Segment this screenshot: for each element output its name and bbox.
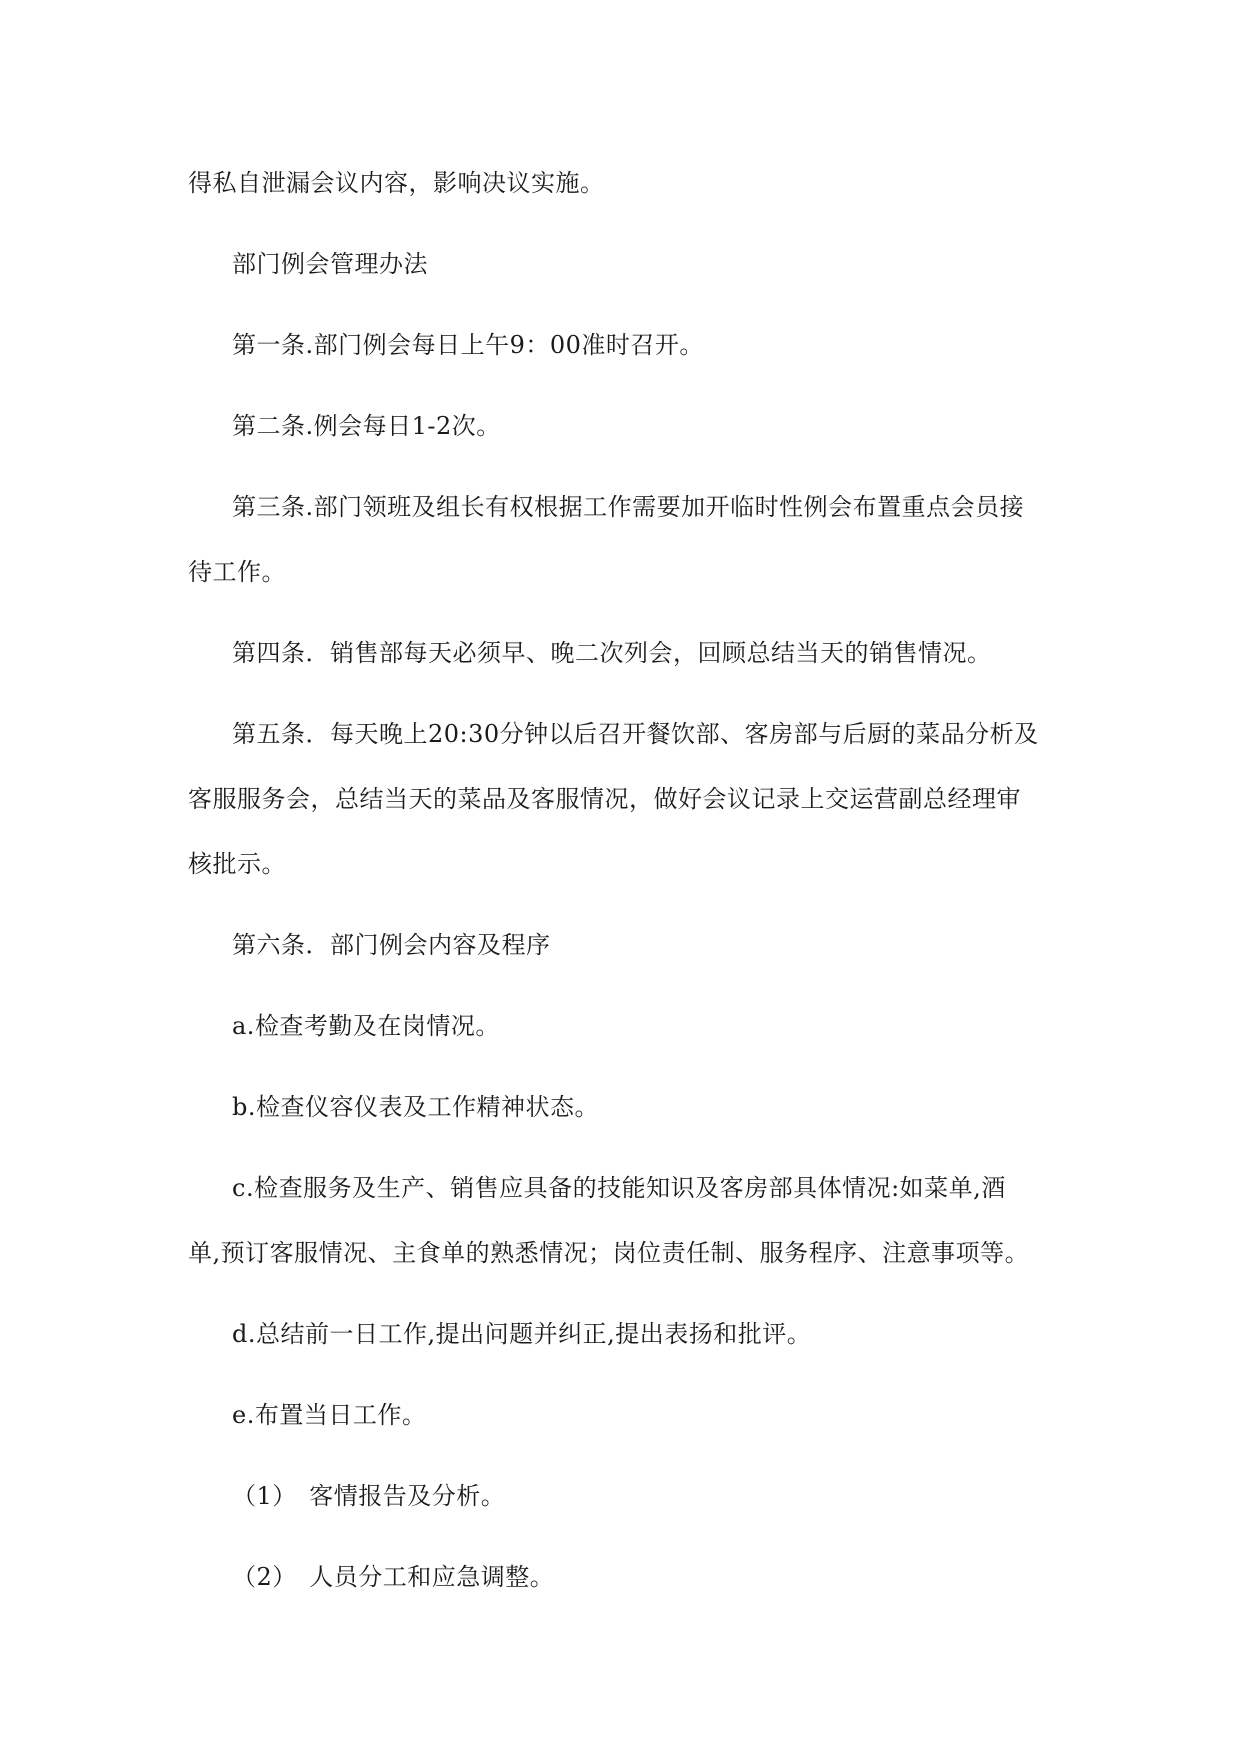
article-1: 第一条.部门例会每日上午9：00准时召开。 xyxy=(232,331,704,359)
article-6: 第六条．部门例会内容及程序 xyxy=(232,931,551,959)
article-5-line-2: 客服服务会，总结当天的菜品及客服情况，做好会议记录上交运营副总经理审 xyxy=(188,785,1021,813)
item-c-line-1: c.检查服务及生产、销售应具备的技能知识及客房部具体情况:如菜单,酒 xyxy=(232,1174,1006,1202)
item-a: a.检查考勤及在岗情况。 xyxy=(232,1012,500,1040)
article-3-line-1: 第三条.部门领班及组长有权根据工作需要加开临时性例会布置重点会员接 xyxy=(232,493,1025,521)
section-heading: 部门例会管理办法 xyxy=(232,250,428,278)
article-5-line-1: 第五条．每天晚上20:30分钟以后召开餐饮部、客房部与后厨的菜品分析及 xyxy=(232,720,1039,748)
item-c-line-2: 单,预订客服情况、主食单的熟悉情况；岗位责任制、服务程序、注意事项等。 xyxy=(188,1239,1030,1267)
article-3-line-2: 待工作。 xyxy=(188,558,286,586)
item-d: d.总结前一日工作,提出问题并纠正,提出表扬和批评。 xyxy=(232,1320,812,1348)
article-5-line-3: 核批示。 xyxy=(188,850,286,878)
article-2: 第二条.例会每日1-2次。 xyxy=(232,412,501,440)
article-4: 第四条．销售部每天必须早、晚二次列会，回顾总结当天的销售情况。 xyxy=(232,639,992,667)
subitem-1: （1） 客情报告及分析。 xyxy=(232,1482,506,1510)
paragraph-continuation: 得私自泄漏会议内容，影响决议实施。 xyxy=(188,169,605,197)
subitem-2: （2） 人员分工和应急调整。 xyxy=(232,1563,555,1591)
item-b: b.检查仪容仪表及工作精神状态。 xyxy=(232,1093,599,1121)
item-e: e.布置当日工作。 xyxy=(232,1401,427,1429)
